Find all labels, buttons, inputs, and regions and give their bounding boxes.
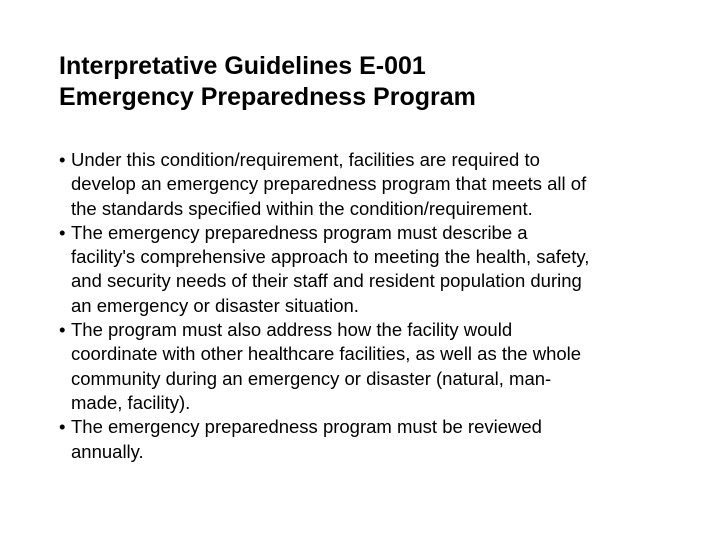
bullet-line: The emergency preparedness program must describe a: [71, 221, 528, 243]
bullet-marker: •: [59, 416, 66, 438]
bullet-marker: •: [59, 319, 66, 341]
bullet-list: [59, 148, 669, 464]
bullet-text: [71, 148, 669, 221]
bullet-line: the standards specified within the condition/requirement.: [71, 197, 533, 219]
bullet-text: [71, 318, 669, 415]
bullet-marker: •: [59, 149, 66, 170]
bullet-marker: •: [59, 221, 66, 243]
bullet-text: [71, 415, 669, 464]
bullet-line: coordinate with other healthcare facilities, as well as the whole: [71, 343, 582, 365]
slide-title: [59, 51, 679, 113]
slide-title-line-2: Emergency Preparedness Program: [59, 83, 476, 111]
bullet-line: annually.: [71, 440, 144, 462]
bullet-line: The emergency preparedness program must be reviewed: [71, 416, 542, 438]
bullet-item-4: [59, 415, 669, 464]
bullet-line: facility's comprehensive approach to meeting the health, safety,: [71, 246, 590, 268]
bullet-item-1: [59, 148, 669, 221]
bullet-line: develop an emergency preparedness program that meets all of: [71, 173, 587, 195]
bullet-line: and security needs of their staff and resident population during: [71, 270, 582, 292]
bullet-line: Under this condition/requirement, facilities are required to: [71, 149, 540, 170]
slide-title-line-1: Interpretative Guidelines E-001: [59, 52, 426, 80]
bullet-line: community during an emergency or disaster (natural, man-: [71, 367, 552, 389]
bullet-item-2: [59, 221, 669, 318]
bullet-item-3: [59, 318, 669, 415]
bullet-text: [71, 221, 669, 318]
bullet-line: made, facility).: [71, 391, 191, 413]
bullet-line: The program must also address how the facility would: [71, 319, 513, 341]
bullet-line: an emergency or disaster situation.: [71, 294, 359, 316]
